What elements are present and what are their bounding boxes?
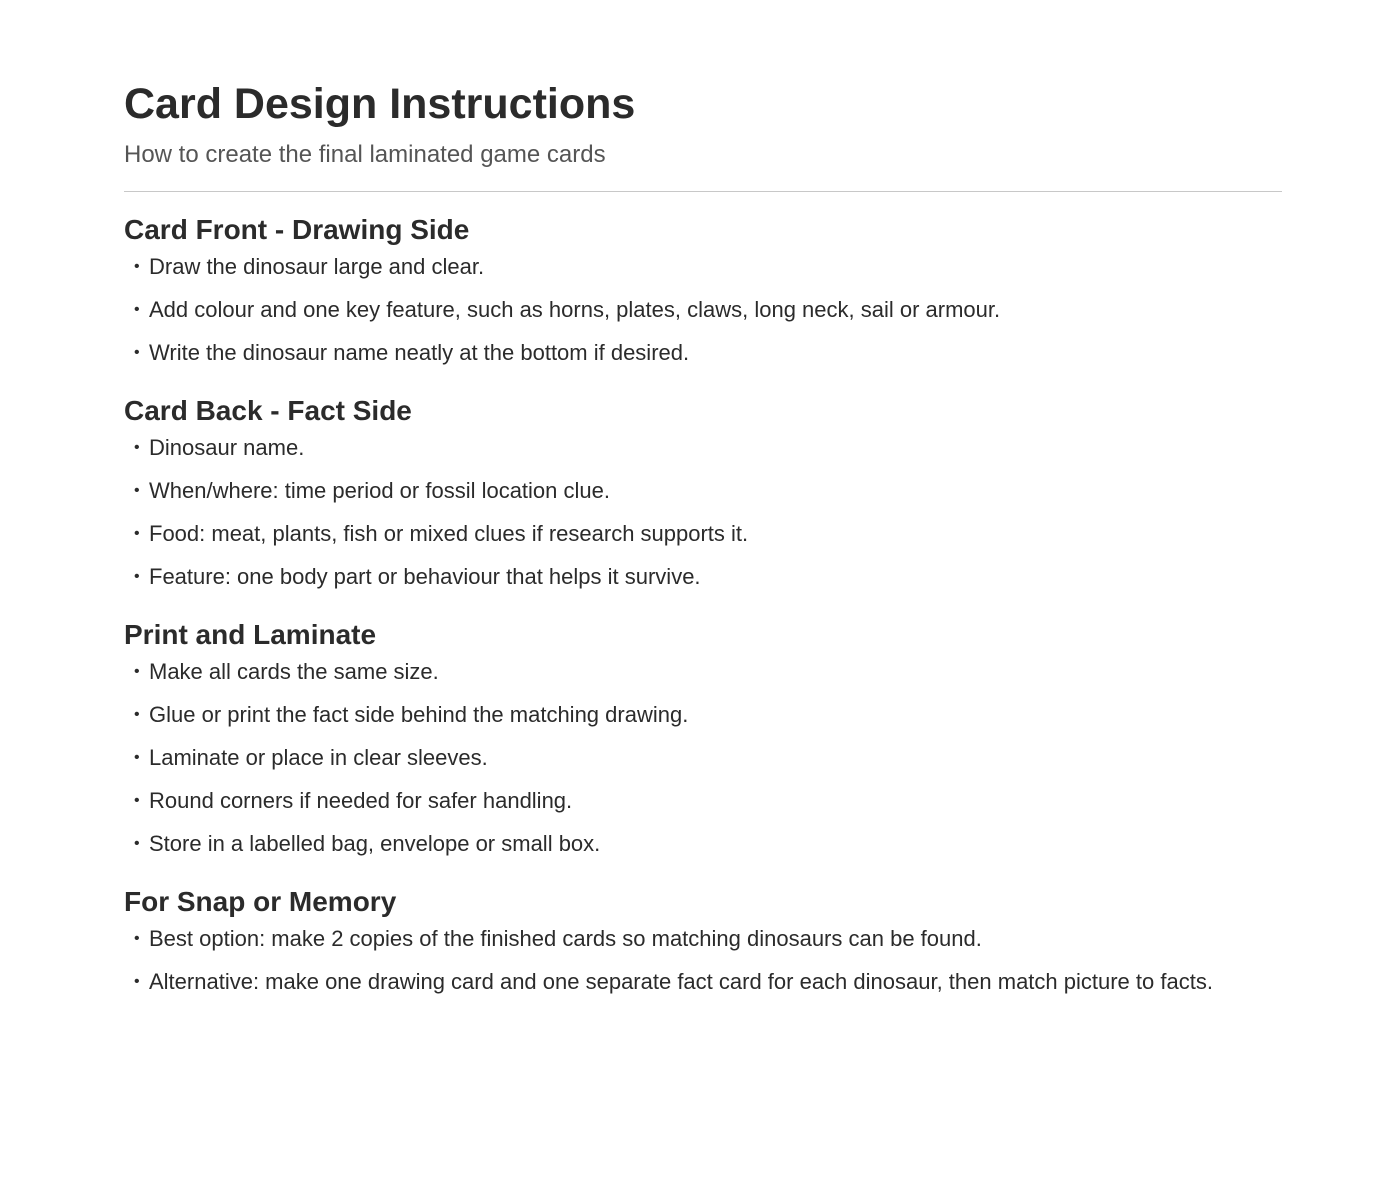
list-item [124, 430, 1282, 466]
list-item-text: Draw the dinosaur large and clear. [149, 254, 485, 279]
list-item-text: Alternative: make one drawing card and one separate fact card for each dinosaur, then match picture to facts. [149, 969, 1213, 994]
list-item [124, 921, 1282, 957]
list-item-text: Best option: make 2 copies of the finished cards so matching dinosaurs can be found. [149, 926, 982, 951]
list-item [124, 697, 1282, 733]
title-divider [124, 191, 1282, 192]
list-item-text: Round corners if needed for safer handling. [149, 788, 573, 813]
section-heading: Print and Laminate [124, 619, 377, 650]
bullet-icon: • [134, 749, 140, 766]
list-item-text: Glue or print the fact side behind the matching drawing. [149, 702, 689, 727]
list-item [124, 783, 1282, 819]
bullet-icon: • [134, 482, 140, 499]
list-item [124, 335, 1282, 371]
page-subtitle: How to create the final laminated game cards [124, 141, 606, 168]
bullet-icon: • [134, 258, 140, 275]
list-item [124, 516, 1282, 552]
bullet-list [124, 249, 1282, 371]
section-print-laminate [124, 617, 1282, 862]
list-item [124, 964, 1282, 1000]
list-item [124, 740, 1282, 776]
list-item-text: Feature: one body part or behaviour that helps it survive. [149, 564, 701, 589]
list-item-text: Store in a labelled bag, envelope or small box. [149, 831, 601, 856]
list-item [124, 249, 1282, 285]
section-heading: Card Back - Fact Side [124, 395, 412, 426]
bullet-icon: • [134, 792, 140, 809]
list-item-text: Dinosaur name. [149, 435, 305, 460]
bullet-icon: • [134, 663, 140, 680]
bullet-icon: • [134, 835, 140, 852]
section-heading: Card Front - Drawing Side [124, 214, 470, 245]
section-heading: For Snap or Memory [124, 886, 397, 917]
list-item-text: Food: meat, plants, fish or mixed clues if research supports it. [149, 521, 749, 546]
bullet-icon: • [134, 930, 140, 947]
bullet-icon: • [134, 525, 140, 542]
bullet-icon: • [134, 439, 140, 456]
list-item [124, 292, 1282, 328]
list-item [124, 654, 1282, 690]
bullet-icon: • [134, 706, 140, 723]
list-item-text: Make all cards the same size. [149, 659, 439, 684]
list-item [124, 826, 1282, 862]
bullet-list [124, 654, 1282, 862]
list-item-text: Write the dinosaur name neatly at the bottom if desired. [149, 340, 690, 365]
list-item-text: When/where: time period or fossil location clue. [149, 478, 610, 503]
section-snap-memory [124, 884, 1282, 1000]
list-item [124, 473, 1282, 509]
list-item [124, 559, 1282, 595]
list-item-text: Laminate or place in clear sleeves. [149, 745, 488, 770]
bullet-icon: • [134, 301, 140, 318]
bullet-list [124, 430, 1282, 595]
page-title: Card Design Instructions [124, 80, 636, 128]
bullet-icon: • [134, 973, 140, 990]
section-card-front [124, 212, 1282, 371]
bullet-icon: • [134, 568, 140, 585]
bullet-icon: • [134, 344, 140, 361]
list-item-text: Add colour and one key feature, such as horns, plates, claws, long neck, sail or armour. [149, 297, 1001, 322]
bullet-list [124, 921, 1282, 1000]
section-card-back [124, 393, 1282, 595]
